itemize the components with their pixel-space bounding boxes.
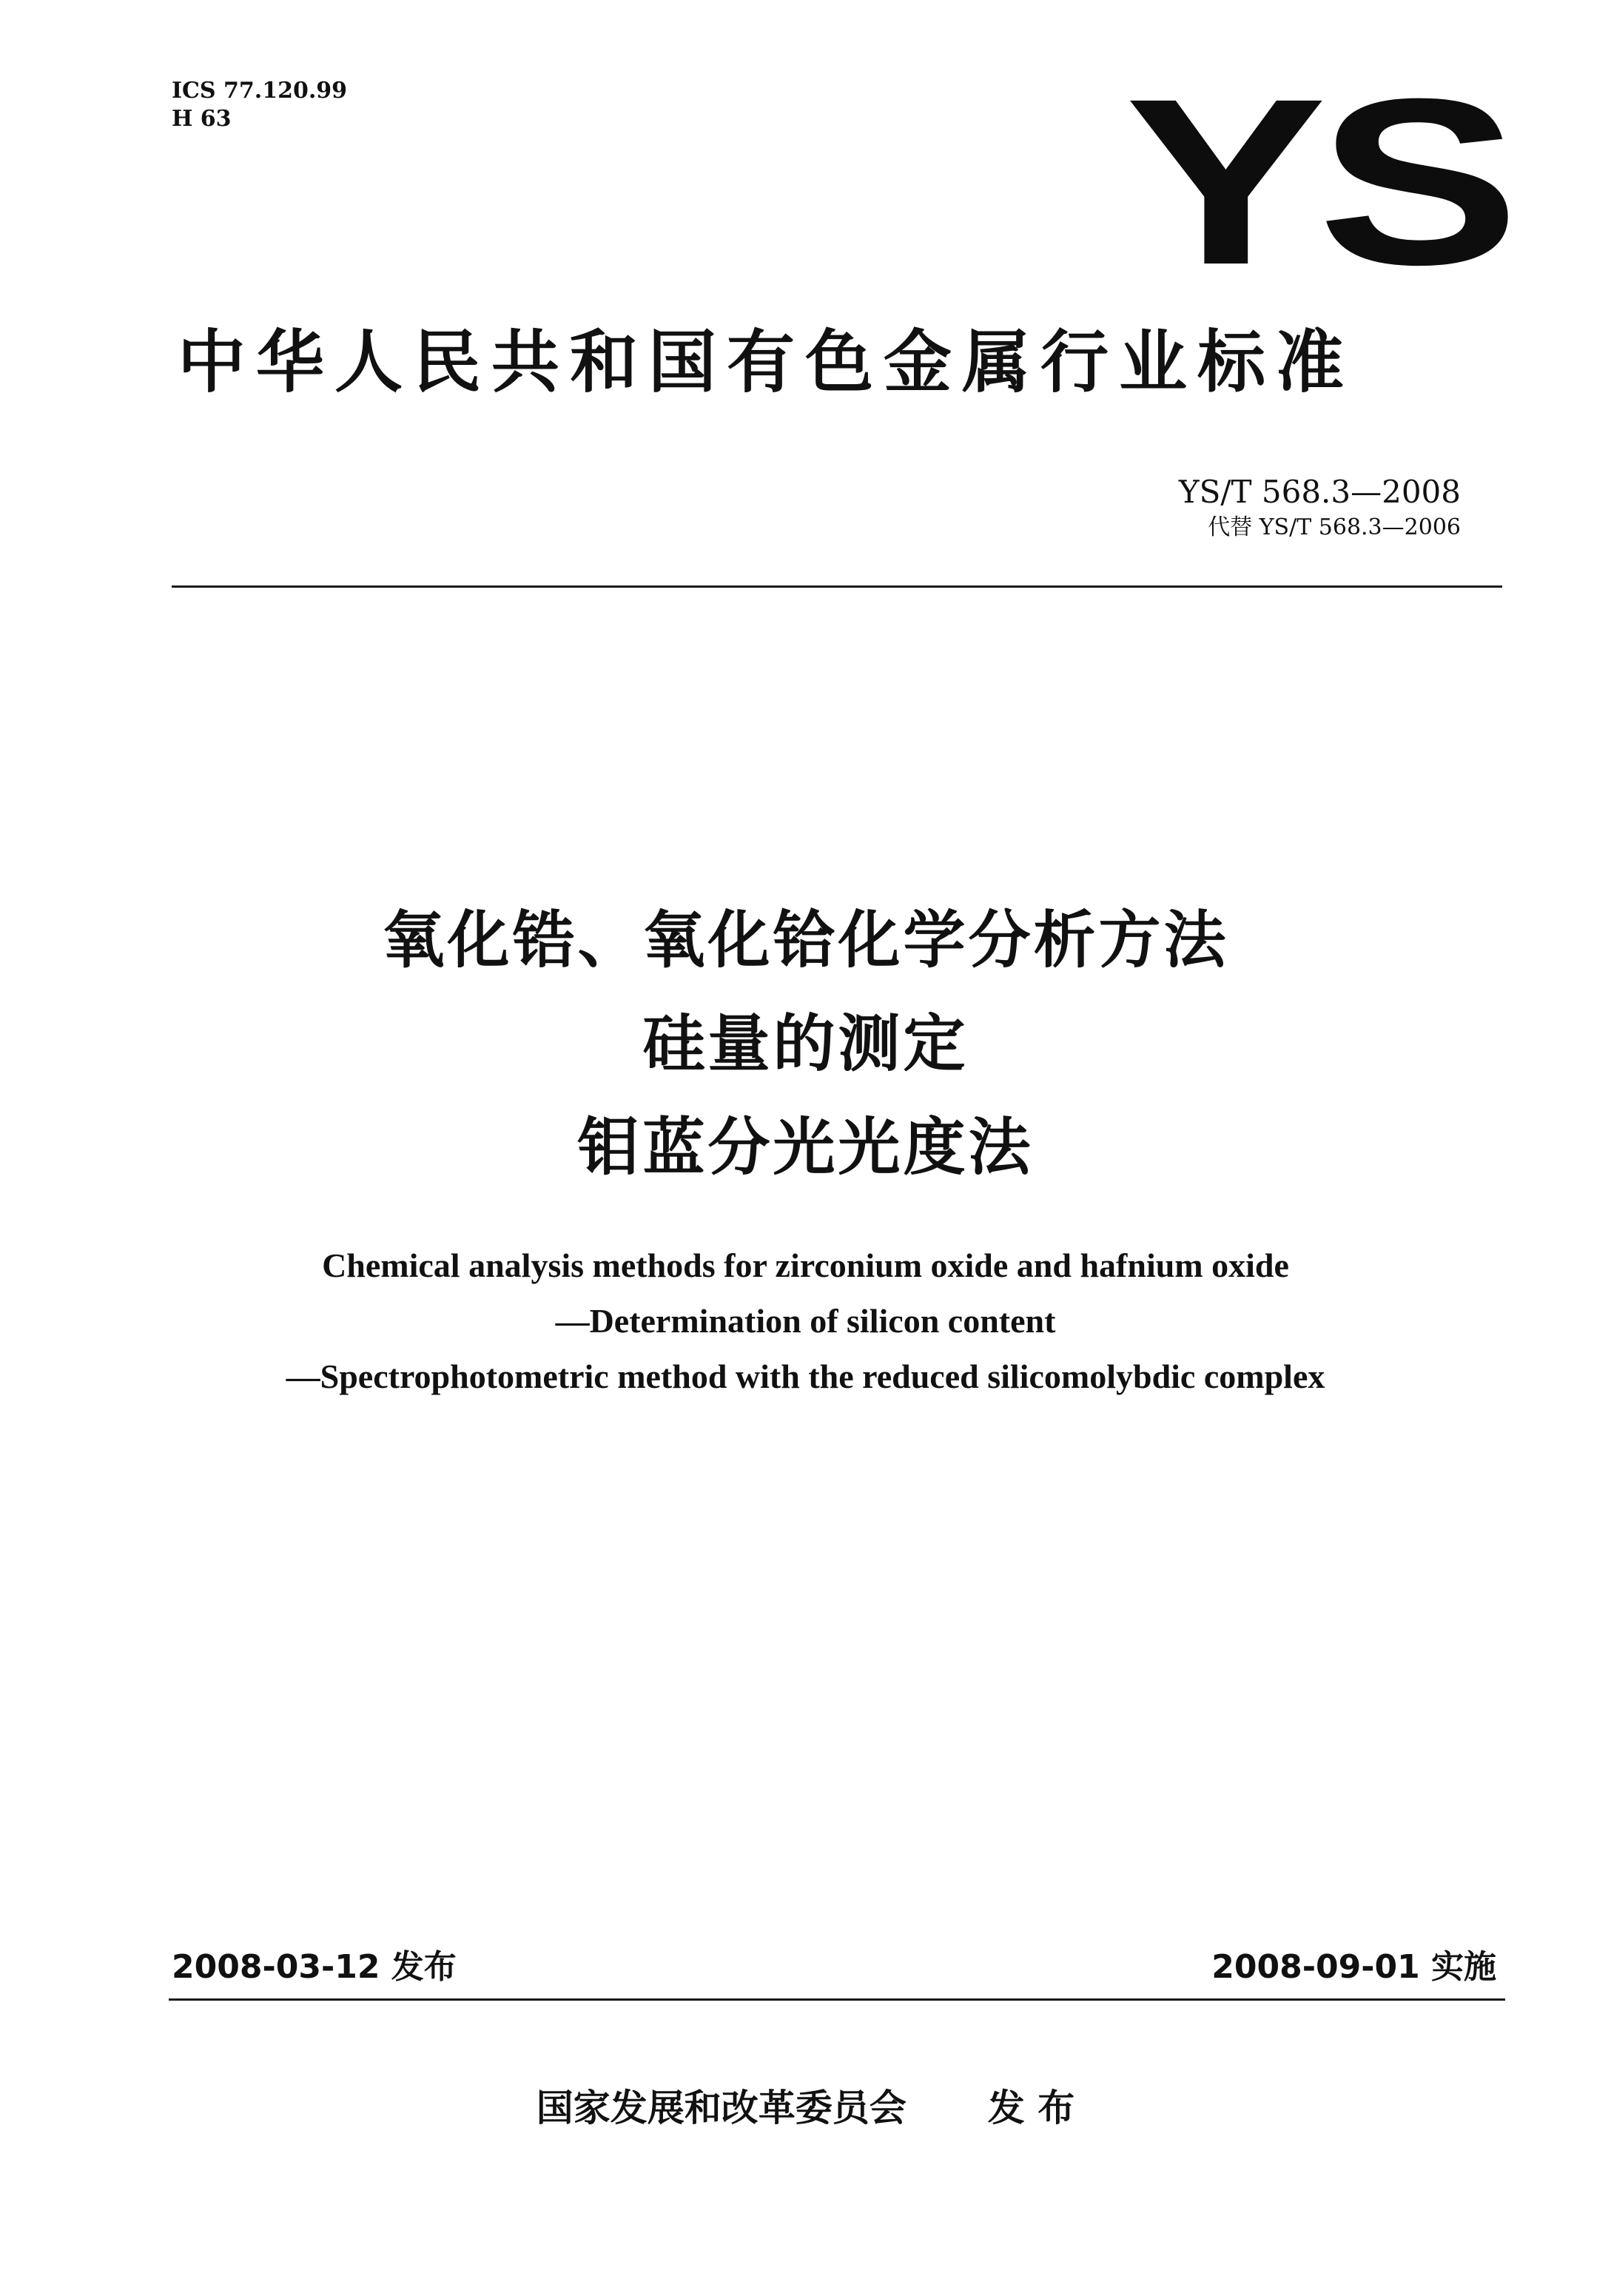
ys-logo: YS [1125,49,1510,314]
standard-replaces: 代替 YS/T 568.3—2006 [1208,514,1461,540]
issue-date: 2008-03-12 发布 [172,1948,457,1986]
ics-code: ICS 77.120.99 [172,78,348,104]
classification-codes [172,77,347,133]
organization-title: 中华人民共和国有色金属行业标准 [178,323,1355,402]
issuer-line [0,2084,1611,2132]
title-cn-line-3: 钼蓝分光光度法 [577,1111,1034,1184]
issuer-name: 国家发展和改革委员会 [536,2087,907,2129]
implementation-date: 2008-09-01 实施 [1211,1948,1496,1986]
title-cn-line-2: 硅量的测定 [642,1007,969,1080]
title-cn-line-1: 氧化锆、氧化铪化学分析方法 [382,904,1229,976]
title-en-line-1: Chemical analysis methods for zirconium oxide and hafnium oxide [322,1246,1289,1284]
header-divider [172,585,1502,588]
standard-number: YS/T 568.3—2008 [1178,474,1461,510]
footer-divider [169,1998,1505,2001]
issuer-action: 发 布 [987,2087,1075,2129]
title-en-line-2: —Determination of silicon content [555,1302,1056,1340]
title-en-line-3: —Spectrophotometric method with the reduced silicomolybdic complex [286,1357,1325,1395]
ccs-code: H 63 [172,106,232,132]
